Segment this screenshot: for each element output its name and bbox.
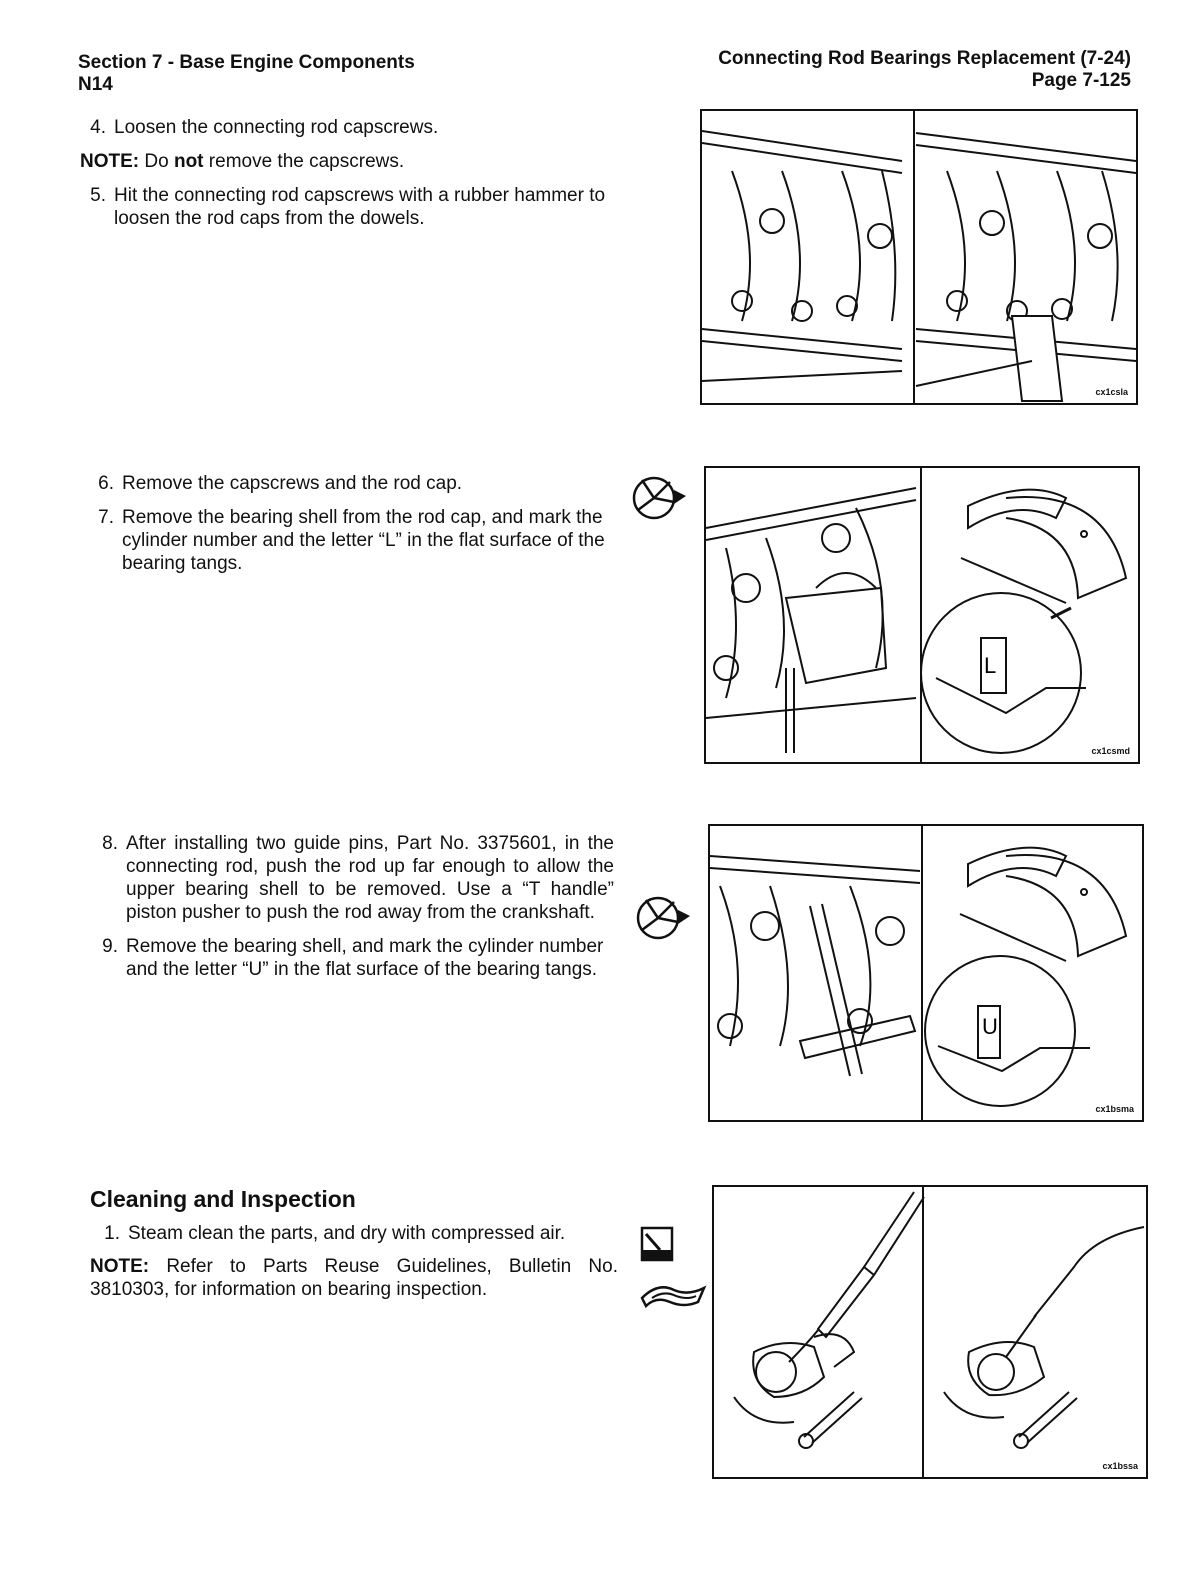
section-header xyxy=(78,52,415,96)
figure-code: cx1csmd xyxy=(1091,746,1130,756)
note-capscrews: NOTE: Do not remove the capscrews. xyxy=(80,151,405,172)
note-bulletin: NOTE: Refer to Parts Reuse Guidelines, Bulletin No. 3810303, for information on bearing inspection. xyxy=(90,1256,619,1300)
procedure-title: Connecting Rod Bearings Replacement (7-24) xyxy=(718,48,1131,69)
bearing-mark-letter: U xyxy=(982,1014,998,1039)
figure-remove-upper-shell xyxy=(708,824,1144,1122)
step-9: 9. Remove the bearing shell, and mark the cylinder number and the letter “U” in the flat surface of the bearing tangs. xyxy=(102,936,604,980)
figure-code: cx1bssa xyxy=(1102,1461,1138,1471)
step-8: 8. After installing two guide pins, Part No. 3375601, in the connecting rod, push the rod up far enough to allow the upper bearing shell to be removed. Use a “T handle” piston pusher to push the rod away from the crankshaft. xyxy=(102,833,614,923)
cleaning-step-1: 1. Steam clean the parts, and dry with compressed air. xyxy=(104,1223,566,1244)
steps-block-2 xyxy=(88,472,613,586)
upper-shell-illustration xyxy=(710,826,1142,1120)
page-number: Page 7-125 xyxy=(1031,70,1131,91)
socket-wrench-icon xyxy=(630,472,688,529)
engine-model: N14 xyxy=(78,74,113,95)
cleaning-steps xyxy=(90,1222,618,1301)
cleaning-heading: Cleaning and Inspection xyxy=(90,1186,356,1212)
figure-cleaning xyxy=(712,1185,1148,1479)
engine-rod-illustration xyxy=(702,111,1136,403)
step-5: 5. Hit the connecting rod capscrews with a rubber hammer to loosen the rod caps from the dowels. xyxy=(90,185,606,229)
steps-block-3 xyxy=(92,832,614,992)
figure-loosen-capscrews xyxy=(700,109,1138,405)
steps-block-1 xyxy=(80,116,610,241)
inspect-icon xyxy=(638,1280,708,1315)
step-4: 4. Loosen the connecting rod capscrews. xyxy=(90,117,439,138)
rod-cap-illustration xyxy=(706,468,1138,762)
step-6: 6. Remove the capscrews and the rod cap. xyxy=(98,473,463,494)
figure-remove-rod-cap xyxy=(704,466,1140,764)
steam-clean-icon xyxy=(640,1226,676,1269)
procedure-header xyxy=(718,48,1131,92)
section-title: Section 7 - Base Engine Components xyxy=(78,52,415,73)
figure-code: cx1bsma xyxy=(1095,1104,1134,1114)
socket-wrench-icon xyxy=(634,892,692,949)
figure-code: cx1csla xyxy=(1095,387,1128,397)
cleaning-illustration xyxy=(714,1187,1146,1477)
step-7: 7. Remove the bearing shell from the rod cap, and mark the cylinder number and the letter “L” in the flat surface of the bearing tangs. xyxy=(98,507,605,574)
bearing-mark-letter: L xyxy=(984,653,997,678)
